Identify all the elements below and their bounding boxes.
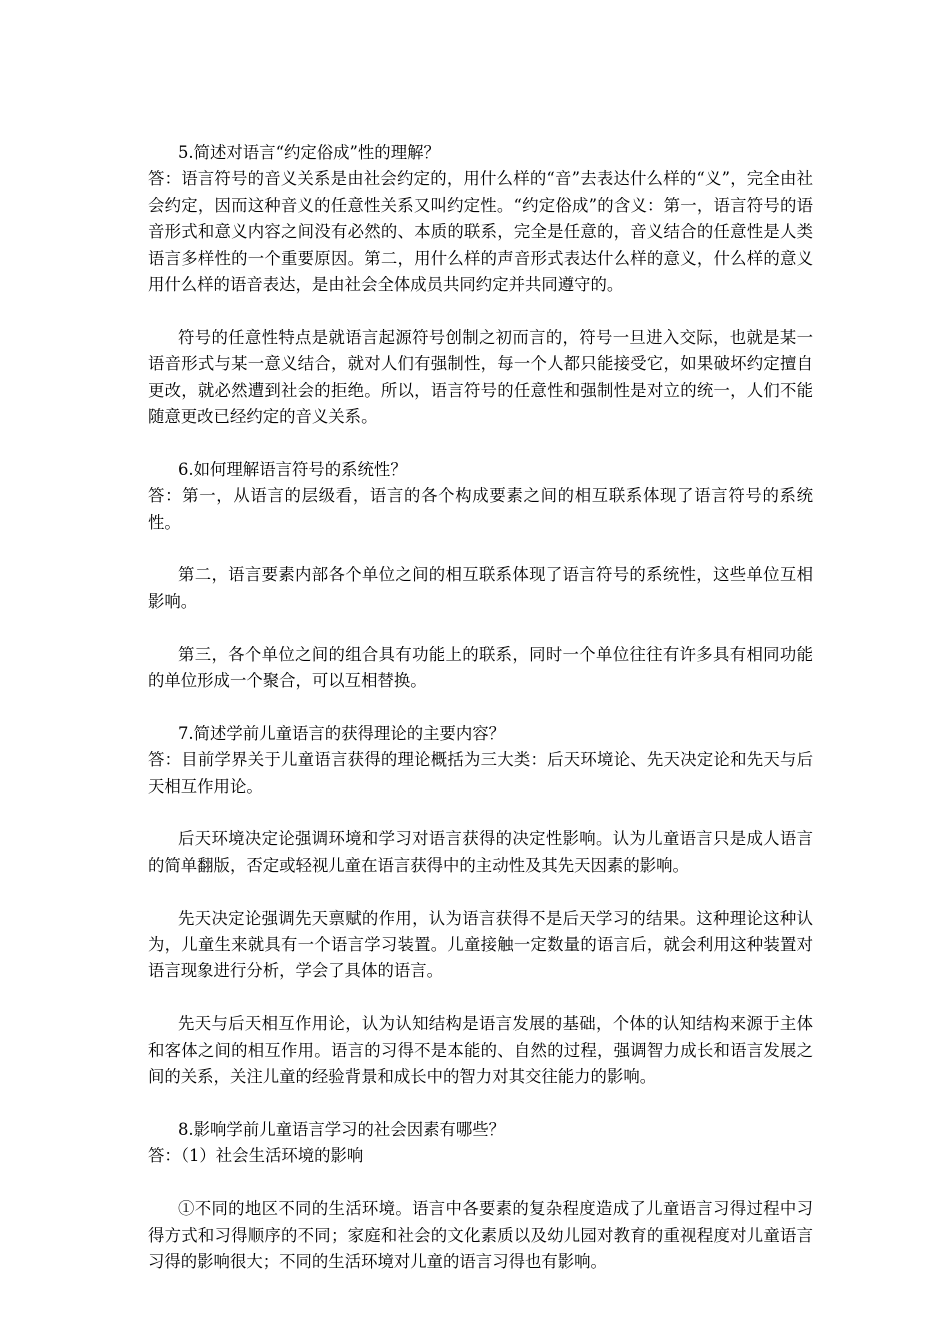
paragraph-gap [148,298,813,324]
paragraph-7-1: 后天环境决定论强调环境和学习对语言获得的决定性影响。认为儿童语言只是成人语言的简单翻版，否定或轻视儿童在语言获得中的主动性及其先天因素的影响。 [148,829,813,875]
document-page [148,140,813,1275]
paragraph-gap [148,694,813,720]
answer-6: 答：第一，从语言的层级看，语言的各个构成要素之间的相互联系体现了语言符号的系统性。 [148,486,813,532]
paragraph-gap [148,879,813,905]
question-6: 6.如何理解语言符号的系统性？ [178,459,407,479]
paragraph-gap [148,1170,813,1196]
question-8: 8.影响学前儿童语言学习的社会因素有哪些？ [178,1119,506,1139]
paragraph-gap [148,800,813,826]
paragraph-gap [148,1091,813,1117]
paragraph-8-1: ①不同的地区不同的生活环境。语言中各要素的复杂程度造成了儿童语言习得过程中习得方式和习得顺序的不同；家庭和社会的文化素质以及幼儿园对教育的重视程度对儿童语言习得的影响很大；不同的生活环境对儿童的语言习得也有影响。 [148,1199,813,1271]
paragraph-6-2: 第三，各个单位之间的组合具有功能上的联系，同时一个单位往往有许多具有相同功能的单位形成一个聚合，可以互相替换。 [148,644,813,691]
answer-8: 答：（1）社会生活环境的影响 [148,1146,364,1166]
paragraph-6-1: 第二，语言要素内部各个单位之间的相互联系体现了语言符号的系统性，这些单位互相影响。 [148,565,813,611]
question-7: 7.简述学前儿童语言的获得理论的主要内容？ [178,723,506,743]
answer-5: 答：语言符号的音义关系是由社会约定的，用什么样的“音”去表达什么样的“义”，完全由社会约定，因而这种音义的任意性关系又叫约定性。“约定俗成”的含义：第一，语言符号的语音形式和意义内容之间没有必然的、本质的联系，完全是任意的，音义结合的任意性是人类语言多样性的一个重要原因。第二，用什么样的声音形式表达什么样的意义，什么样的意义用什么样的语音表达，是由社会全体成员共同约定并共同遵守的。 [148,169,813,295]
paragraph-gap [148,536,813,562]
paragraph-5-1: 符号的任意性特点是就语言起源符号创制之初而言的，符号一旦进入交际，也就是某一语音形式与某一意义结合，就对人们有强制性，每一个人都只能接受它，如果破坏约定擅自更改，就必然遭到社会的拒绝。所以，语言符号的任意性和强制性是对立的统一，人们不能随意更改已经约定的音义关系。 [148,327,813,427]
paragraph-gap [148,615,813,641]
paragraph-7-2: 先天决定论强调先天禀赋的作用，认为语言获得不是后天学习的结果。这种理论这种认为，儿童生来就具有一个语言学习装置。儿童接触一定数量的语言后，就会利用这种装置对语言现象进行分析，学会了具体的语言。 [148,908,813,981]
paragraph-7-3: 先天与后天相互作用论，认为认知结构是语言发展的基础，个体的认知结构来源于主体和客体之间的相互作用。语言的习得不是本能的、自然的过程，强调智力成长和语言发展之间的关系，关注儿童的经验背景和成长中的智力对其交往能力的影响。 [148,1014,813,1087]
paragraph-gap [148,985,813,1011]
question-5: 5.简述对语言“约定俗成”性的理解？ [178,143,440,162]
paragraph-gap [148,430,813,456]
answer-7: 答：目前学界关于儿童语言获得的理论概括为三大类：后天环境论、先天决定论和先天与后天相互作用论。 [148,750,813,796]
